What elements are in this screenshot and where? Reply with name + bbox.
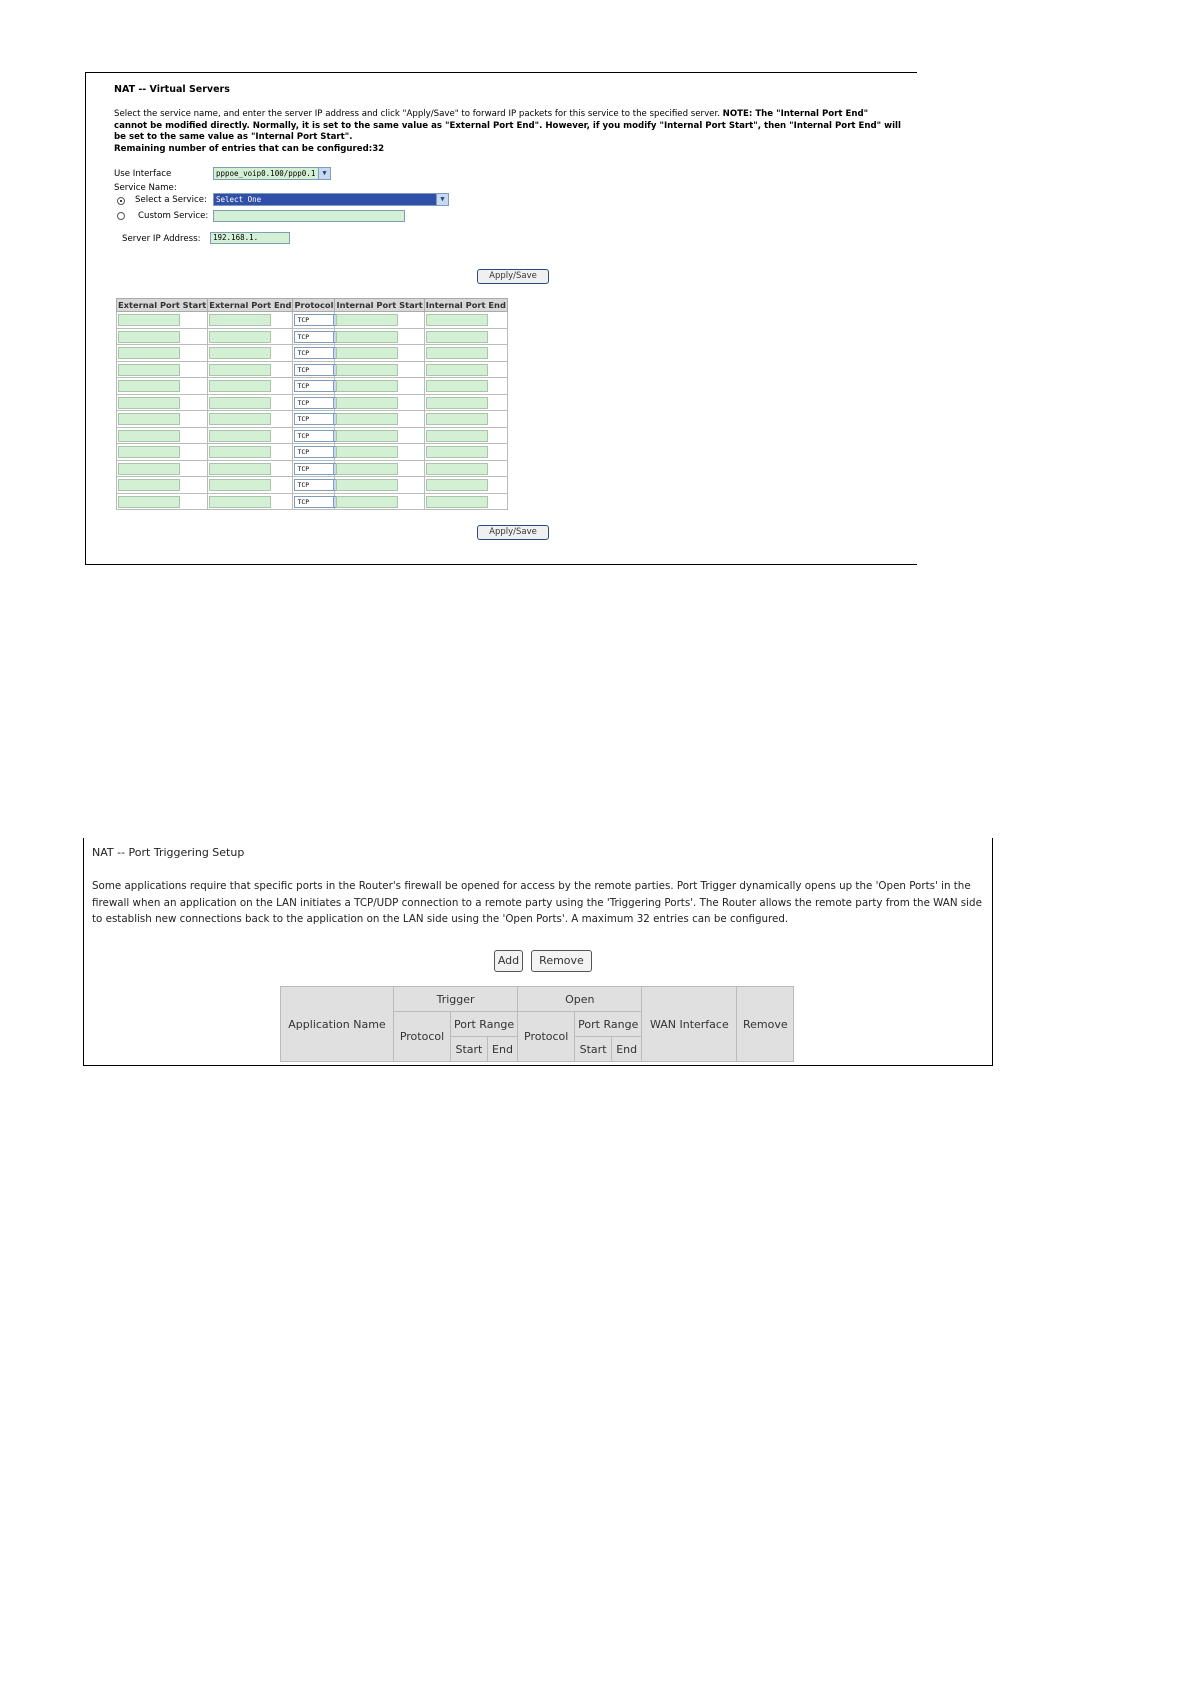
internal-port-end-input[interactable]: [426, 479, 488, 491]
cell-protocol: [293, 460, 335, 477]
page-title: NAT -- Virtual Servers: [114, 84, 230, 95]
cell-internal-port-end: [424, 394, 507, 411]
description-text: Select the service name, and enter the server IP address and click "Apply/Save" to forward IP packets for this service to the specified server.: [114, 109, 720, 119]
protocol-value: TCP: [297, 431, 310, 440]
protocol-value: TCP: [297, 349, 310, 357]
col-trigger-end: End: [487, 1037, 517, 1062]
external-port-start-input[interactable]: [118, 380, 180, 392]
cell-external-port-end: [208, 477, 293, 494]
cell-internal-port-end: [424, 345, 507, 362]
col-protocol: Protocol: [294, 300, 334, 310]
cell-internal-port-start: [335, 312, 424, 329]
external-port-start-input[interactable]: [118, 364, 180, 376]
table-row: [117, 394, 508, 411]
external-port-end-input[interactable]: [209, 331, 271, 343]
external-port-end-input[interactable]: [209, 347, 271, 359]
col-application-name: Application Name: [281, 987, 394, 1062]
external-port-end-input[interactable]: [209, 430, 271, 442]
virtual-servers-panel: [85, 72, 917, 565]
chevron-down-icon: ▼: [318, 168, 330, 179]
cell-protocol: [293, 427, 335, 444]
protocol-value: TCP: [297, 481, 310, 489]
internal-port-end-input[interactable]: [426, 430, 488, 442]
table-row: [117, 361, 508, 378]
description-note: NOTE: The "Internal Port End" cannot be modified directly. Normally, it is set to the same value as "External Port End". However, if you modify "Internal Port Start", then "Internal Port End" will be set to the same value as "Internal Port Start".: [114, 109, 901, 142]
cell-internal-port-start: [335, 477, 424, 494]
description: Some applications require that specific ports in the Router's firewall be opened for access by the remote parties. Port Trigger dynamically opens up the 'Open Ports' in the firewall when an application on the LAN initiates a TCP/UDP connection to a remote party using the 'Triggering Ports'. The Router allows the remote party from the WAN side to establish new connections back to the application on the LAN side using the 'Open Ports'. A maximum 32 entries can be configured.: [92, 880, 982, 925]
cell-protocol: [293, 444, 335, 461]
internal-port-end-input[interactable]: [426, 413, 488, 425]
table-row: [117, 328, 508, 345]
protocol-value: TCP: [297, 497, 310, 506]
apply-save-button[interactable]: Apply/Save: [477, 269, 549, 284]
use-interface-value: pppoe_voip0.100/ppp0.1: [216, 169, 316, 178]
description: [114, 109, 904, 155]
col-open-end: End: [612, 1037, 642, 1062]
external-port-start-input[interactable]: [118, 496, 180, 508]
custom-service-radio[interactable]: [117, 212, 125, 220]
col-open-start: Start: [575, 1037, 612, 1062]
remove-button[interactable]: Remove: [531, 950, 592, 972]
external-port-start-input[interactable]: [118, 463, 180, 475]
apply-save-button-bottom[interactable]: Apply/Save: [477, 525, 549, 540]
cell-internal-port-start: [335, 394, 424, 411]
external-port-start-input[interactable]: [118, 446, 180, 458]
port-triggering-table: [280, 986, 794, 1062]
cell-internal-port-start: [335, 444, 424, 461]
cell-protocol: [293, 345, 335, 362]
cell-external-port-start: [117, 493, 208, 510]
cell-internal-port-start: [335, 378, 424, 395]
select-service-radio[interactable]: [117, 197, 125, 205]
external-port-start-input[interactable]: [118, 430, 180, 442]
custom-service-label: Custom Service:: [138, 211, 209, 221]
cell-internal-port-end: [424, 444, 507, 461]
cell-internal-port-end: [424, 411, 507, 428]
cell-protocol: [293, 312, 335, 329]
chevron-down-icon: ▼: [436, 194, 448, 205]
cell-internal-port-end: [424, 312, 507, 329]
internal-port-start-input[interactable]: [336, 463, 398, 475]
cell-protocol: [293, 394, 335, 411]
table-row: [117, 411, 508, 428]
col-internal-port-end: Internal Port End: [425, 300, 506, 310]
cell-internal-port-start: [335, 460, 424, 477]
cell-external-port-end: [208, 493, 293, 510]
protocol-value: TCP: [297, 332, 310, 341]
protocol-value: TCP: [297, 365, 310, 374]
internal-port-end-input[interactable]: [426, 331, 488, 343]
custom-service-input[interactable]: [213, 210, 405, 222]
protocol-value: TCP: [297, 448, 310, 456]
cell-external-port-end: [208, 411, 293, 428]
use-interface-label: Use Interface: [114, 169, 172, 179]
external-port-end-input[interactable]: [209, 413, 271, 425]
external-port-end-input[interactable]: [209, 463, 271, 475]
col-wan-interface: WAN Interface: [642, 987, 737, 1062]
cell-protocol: [293, 411, 335, 428]
external-port-start-input[interactable]: [118, 479, 180, 491]
internal-port-end-input[interactable]: [426, 446, 488, 458]
col-trigger: Trigger: [394, 987, 518, 1012]
internal-port-start-input[interactable]: [336, 331, 398, 343]
protocol-value: TCP: [297, 316, 310, 324]
external-port-end-input[interactable]: [209, 380, 271, 392]
table-row: [117, 345, 508, 362]
cell-internal-port-end: [424, 328, 507, 345]
external-port-end-input[interactable]: [209, 364, 271, 376]
cell-external-port-start: [117, 378, 208, 395]
protocol-value: TCP: [297, 415, 310, 423]
cell-internal-port-end: [424, 477, 507, 494]
protocol-value: TCP: [297, 398, 310, 407]
internal-port-start-input[interactable]: [336, 314, 398, 326]
cell-protocol: [293, 477, 335, 494]
internal-port-start-input[interactable]: [336, 397, 398, 409]
cell-external-port-start: [117, 460, 208, 477]
cell-external-port-end: [208, 427, 293, 444]
internal-port-end-input[interactable]: [426, 364, 488, 376]
table-row: [117, 493, 508, 510]
cell-external-port-start: [117, 444, 208, 461]
col-trigger-start: Start: [451, 1037, 488, 1062]
internal-port-end-input[interactable]: [426, 397, 488, 409]
internal-port-start-input[interactable]: [336, 413, 398, 425]
cell-external-port-end: [208, 444, 293, 461]
select-service-select[interactable]: [213, 193, 449, 206]
cell-external-port-end: [208, 328, 293, 345]
cell-external-port-end: [208, 312, 293, 329]
cell-external-port-start: [117, 477, 208, 494]
protocol-value: TCP: [297, 382, 310, 390]
external-port-end-input[interactable]: [209, 479, 271, 491]
cell-external-port-end: [208, 361, 293, 378]
cell-external-port-end: [208, 394, 293, 411]
cell-internal-port-end: [424, 427, 507, 444]
cell-external-port-start: [117, 411, 208, 428]
server-ip-input[interactable]: 192.168.1.: [210, 232, 290, 244]
cell-internal-port-start: [335, 411, 424, 428]
internal-port-start-input[interactable]: [336, 364, 398, 376]
cell-internal-port-start: [335, 361, 424, 378]
table-row: [117, 378, 508, 395]
cell-internal-port-end: [424, 460, 507, 477]
page-title: NAT -- Port Triggering Setup: [92, 846, 245, 859]
internal-port-start-input[interactable]: [336, 380, 398, 392]
cell-protocol: [293, 361, 335, 378]
table-row: [117, 444, 508, 461]
external-port-end-input[interactable]: [209, 496, 271, 508]
table-row: [117, 427, 508, 444]
port-triggering-panel: [83, 838, 993, 1066]
add-button[interactable]: Add: [494, 950, 523, 972]
external-port-start-input[interactable]: [118, 397, 180, 409]
cell-external-port-end: [208, 345, 293, 362]
internal-port-end-input[interactable]: [426, 463, 488, 475]
internal-port-start-input[interactable]: [336, 430, 398, 442]
remaining-entries: Remaining number of entries that can be configured:32: [114, 143, 385, 154]
virtual-servers-table: [116, 298, 508, 510]
table-row: [117, 460, 508, 477]
external-port-start-input[interactable]: [118, 413, 180, 425]
internal-port-start-input[interactable]: [336, 479, 398, 491]
cell-internal-port-start: [335, 427, 424, 444]
internal-port-start-input[interactable]: [336, 496, 398, 508]
external-port-end-input[interactable]: [209, 446, 271, 458]
cell-internal-port-start: [335, 345, 424, 362]
internal-port-start-input[interactable]: [336, 347, 398, 359]
col-remove: Remove: [737, 987, 794, 1062]
col-open: Open: [518, 987, 642, 1012]
cell-internal-port-start: [335, 328, 424, 345]
use-interface-select[interactable]: [213, 167, 331, 180]
col-internal-port-start: Internal Port Start: [336, 300, 423, 310]
cell-external-port-start: [117, 427, 208, 444]
col-external-port-end: External Port End: [209, 300, 292, 310]
cell-protocol: [293, 328, 335, 345]
server-ip-label: Server IP Address:: [122, 234, 201, 244]
cell-external-port-start: [117, 312, 208, 329]
select-service-value: Select One: [216, 195, 262, 204]
service-name-label: Service Name:: [114, 183, 177, 193]
cell-internal-port-end: [424, 493, 507, 510]
cell-internal-port-end: [424, 378, 507, 395]
external-port-start-input[interactable]: [118, 314, 180, 326]
table-row: [117, 477, 508, 494]
external-port-start-input[interactable]: [118, 331, 180, 343]
protocol-value: TCP: [297, 464, 310, 473]
cell-external-port-start: [117, 361, 208, 378]
col-external-port-start: External Port Start: [118, 300, 207, 310]
cell-protocol: [293, 493, 335, 510]
cell-protocol: [293, 378, 335, 395]
cell-external-port-end: [208, 460, 293, 477]
col-trigger-port-range: Port Range: [451, 1012, 518, 1037]
cell-external-port-start: [117, 394, 208, 411]
internal-port-end-input[interactable]: [426, 496, 488, 508]
internal-port-end-input[interactable]: [426, 347, 488, 359]
internal-port-end-input[interactable]: [426, 314, 488, 326]
internal-port-start-input[interactable]: [336, 446, 398, 458]
col-open-protocol: Protocol: [518, 1012, 575, 1062]
col-trigger-protocol: Protocol: [394, 1012, 451, 1062]
virtual-servers-rows: [117, 312, 508, 510]
col-open-port-range: Port Range: [575, 1012, 642, 1037]
cell-external-port-start: [117, 328, 208, 345]
external-port-end-input[interactable]: [209, 314, 271, 326]
table-row: [117, 312, 508, 329]
cell-internal-port-end: [424, 361, 507, 378]
cell-external-port-start: [117, 345, 208, 362]
cell-external-port-end: [208, 378, 293, 395]
external-port-end-input[interactable]: [209, 397, 271, 409]
cell-internal-port-start: [335, 493, 424, 510]
internal-port-end-input[interactable]: [426, 380, 488, 392]
select-service-label: Select a Service:: [135, 195, 207, 205]
external-port-start-input[interactable]: [118, 347, 180, 359]
